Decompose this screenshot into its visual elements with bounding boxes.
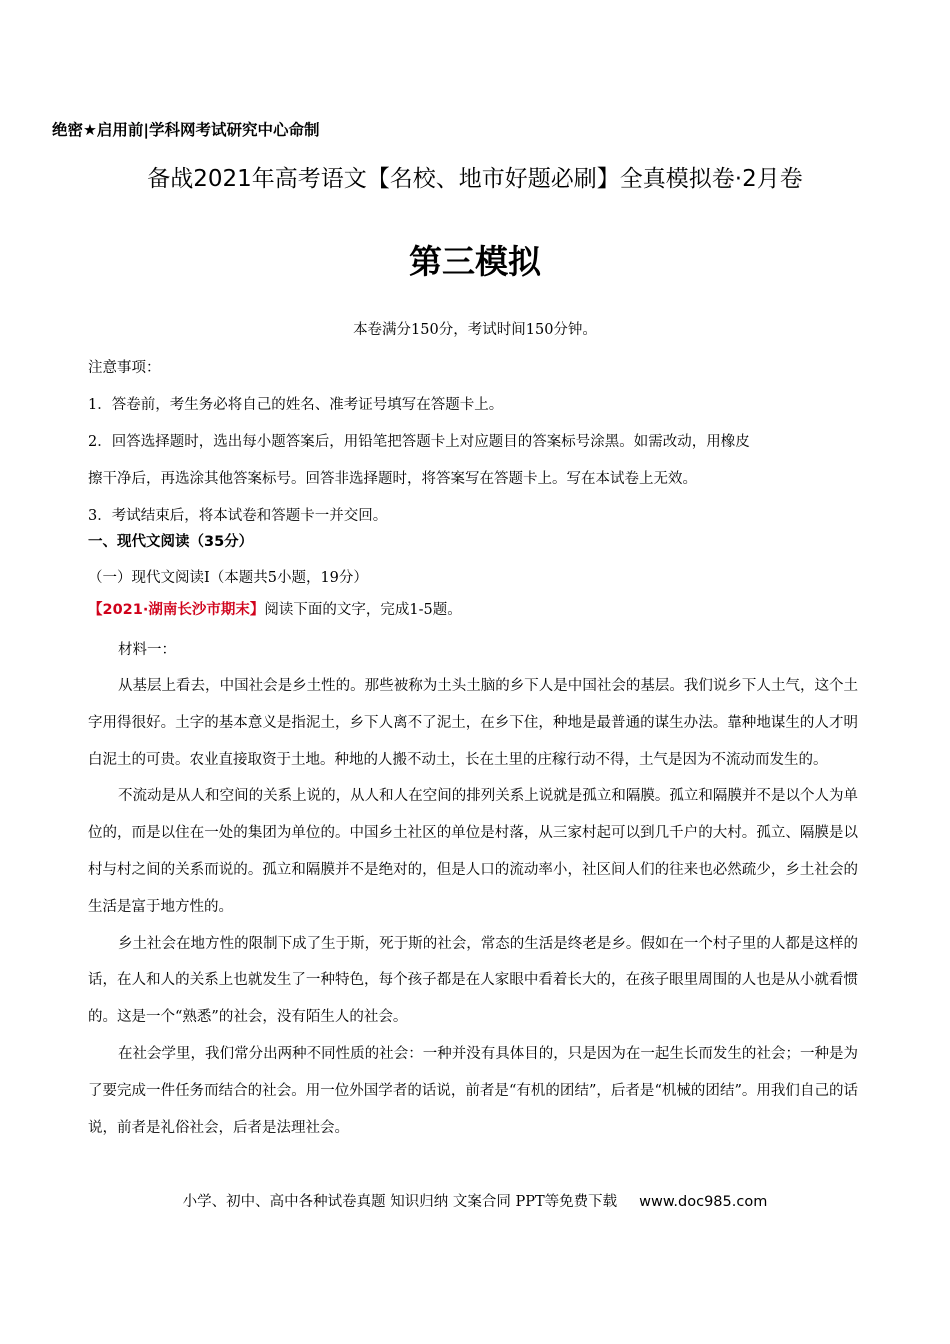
exam-title: 备战2021年高考语文【名校、地市好题必刷】全真模拟卷·2月卷 <box>147 166 803 192</box>
material-paragraph: 在社会学里，我们常分出两种不同性质的社会：一种并没有具体目的，只是因为在一起生长而发生的社会；一种是为了要完成一件任务而结合的社会。用一位外国学者的话说，前者是“有机的团结”，后者是“机械的团结”。用我们自己的话说，前者是礼俗社会，后者是法理社会。 <box>88 1045 858 1136</box>
section-heading: 一、现代文阅读（35分） <box>88 534 254 550</box>
source-tag: 【2021·湖南长沙市期末】 <box>88 602 265 618</box>
material-label: 材料一： <box>118 642 176 658</box>
material-paragraph: 从基层上看去，中国社会是乡土性的。那些被称为土头土脑的乡下人是中国社会的基层。我们说乡下人土气，这个土字用得很好。土字的基本意义是指泥土，乡下人离不了泥土，在乡下住，种地是最普通的谋生办法。靠种地谋生的人才明白泥土的可贵。农业直接取资于土地。种地的人搬不动土，长在土里的庄稼行动不得，土气是因为不流动而发生的。 <box>88 678 858 768</box>
confidential-line: 绝密★启用前|学科网考试研究中心命制 <box>52 121 320 139</box>
footer-text: 小学、初中、高中各种试卷真题 知识归纳 文案合同 PPT等免费下载 <box>182 1194 618 1210</box>
footer-site-link[interactable]: www.doc985.com <box>639 1194 768 1210</box>
material-paragraph: 乡土社会在地方性的限制下成了生于斯，死于斯的社会，常态的生活是终老是乡。假如在一个村子里的人都是这样的话，在人和人的关系上也就发生了一种特色，每个孩子都是在人家眼中看着长大的，在孩子眼里周围的人也是从小就看惯的。这是一个“熟悉”的社会，没有陌生人的社会。 <box>88 935 858 1026</box>
material-paragraph: 不流动是从人和空间的关系上说的，从人和人在空间的排列关系上说就是孤立和隔膜。孤立和隔膜并不是以个人为单位的，而是以住在一处的集团为单位的。中国乡土社区的单位是村落，从三家村起可以到几千户的大村。孤立、隔膜是以村与村之间的关系而说的。孤立和隔膜并不是绝对的，但是人口的流动率小，社区间人们的往来也必然疏少，乡土社会的生活是富于地方性的。 <box>88 788 858 915</box>
question-source-line <box>88 598 462 619</box>
reading-material <box>88 632 858 1146</box>
note-item: 1．答卷前，考生务必将自己的姓名、准考证号填写在答题卡上。 <box>88 397 504 413</box>
exam-info: 本卷满分150分，考试时间150分钟。 <box>353 322 597 338</box>
note-item: 2．回答选择题时，选出每小题答案后，用铅笔把答题卡上对应题目的答案标号涂黑。如需改动，用橡皮 <box>88 434 750 450</box>
page-footer <box>0 1190 950 1211</box>
notes-block <box>88 350 863 535</box>
note-item: 3．考试结束后，将本试卷和答题卡一并交回。 <box>88 508 388 524</box>
notes-heading: 注意事项： <box>88 360 161 376</box>
page-title: 第三模拟 <box>409 242 541 281</box>
section-subheading: （一）现代文阅读Ⅰ（本题共5小题，19分） <box>88 570 368 586</box>
note-item: 擦干净后，再选涂其他答案标号。回答非选择题时，将答案写在答题卡上。写在本试卷上无效。 <box>88 471 697 487</box>
instruction-text: 阅读下面的文字，完成1-5题。 <box>264 602 462 618</box>
